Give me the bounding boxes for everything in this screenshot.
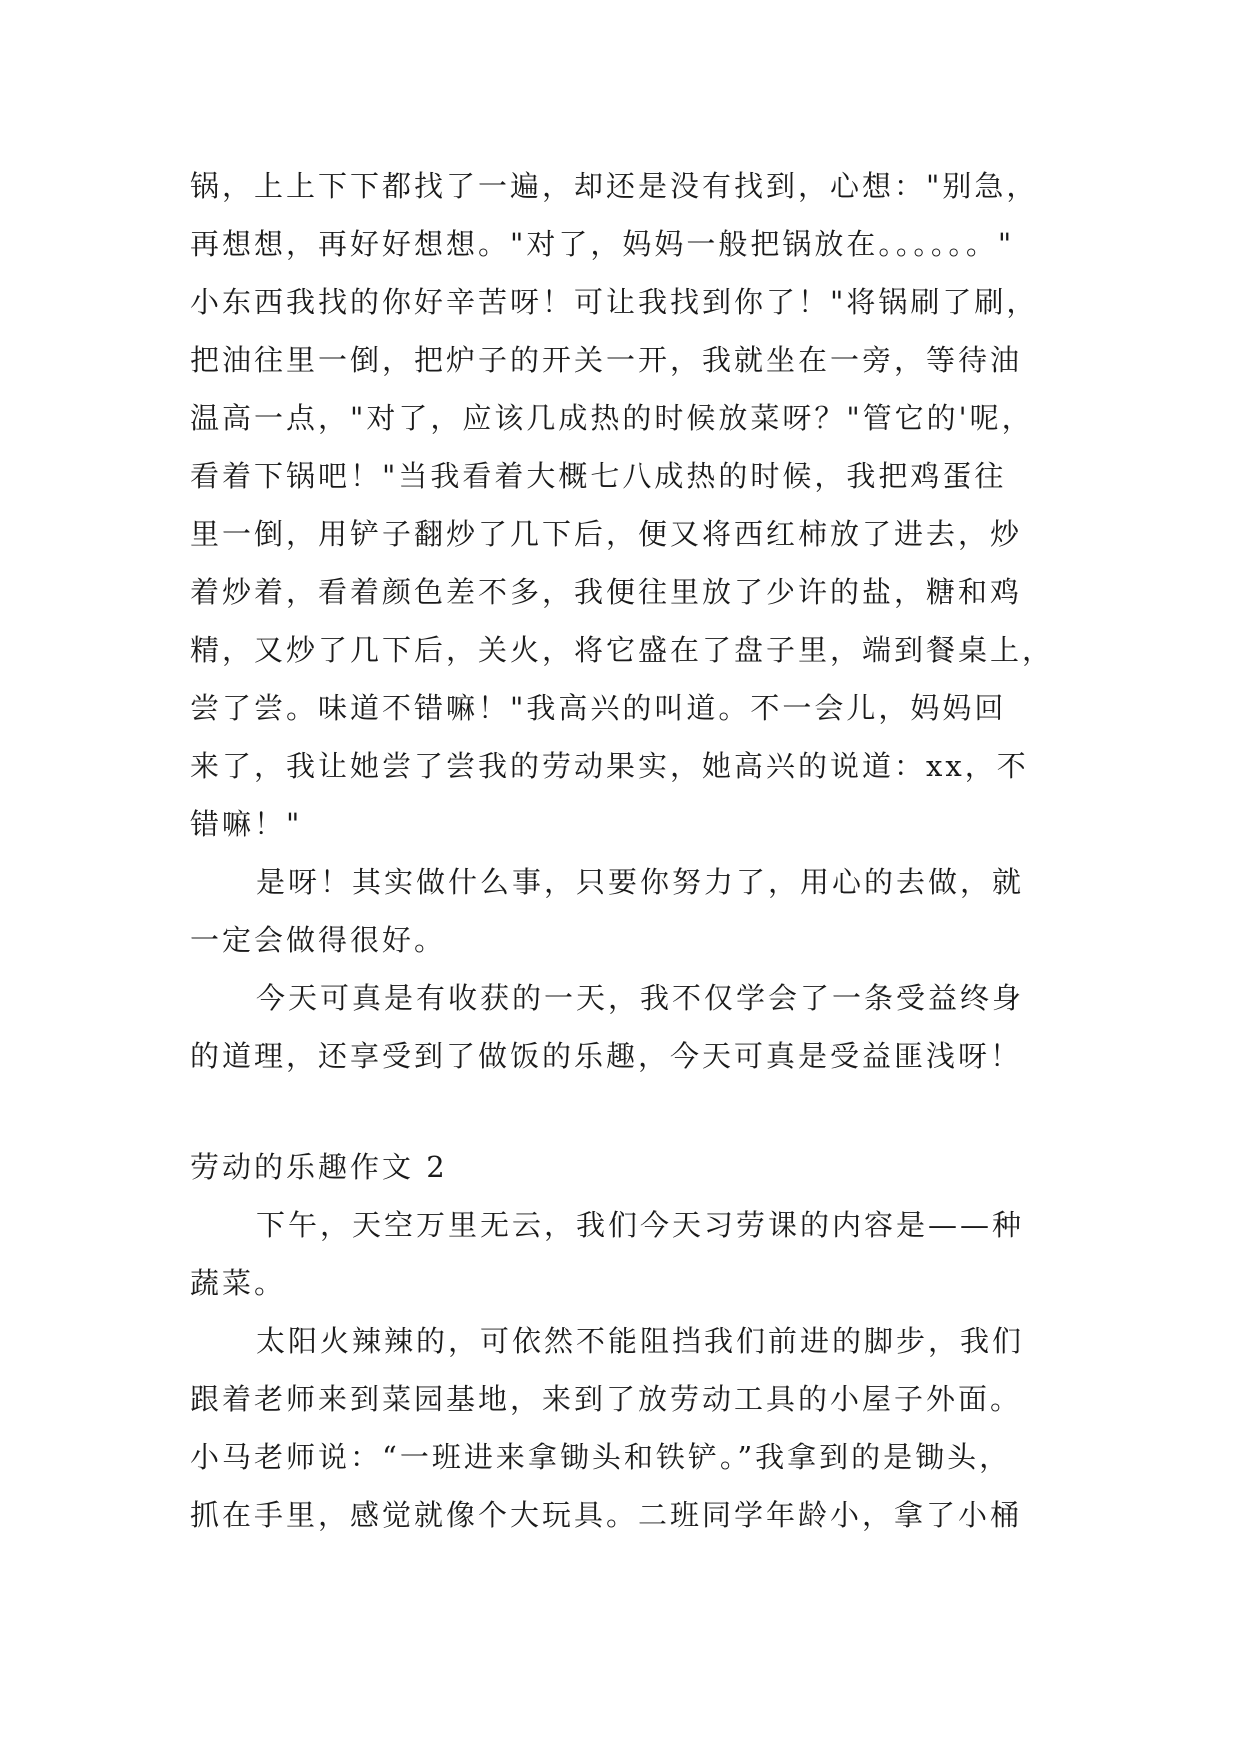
paragraph-line: 尝了尝。味道不错嘛！"我高兴的叫道。不一会儿，妈妈回 [190,691,1007,725]
paragraph-line: 着炒着，看着颜色差不多，我便往里放了少许的盐，糖和鸡 [190,575,1023,609]
paragraph-line: 里一倒，用铲子翻炒了几下后，便又将西红柿放了进去，炒 [190,517,1023,551]
paragraph-line: 再想想，再好好想想。"对了，妈妈一般把锅放在。。。。。。" [190,227,1015,261]
paragraph-line: 太阳火辣辣的，可依然不能阻挡我们前进的脚步，我们 [256,1324,1025,1358]
paragraph-line: 抓在手里，感觉就像个大玩具。二班同学年龄小，拿了小桶 [190,1498,1023,1532]
paragraph-line: 精，又炒了几下后，关火，将它盛在了盘子里，端到餐桌上， [190,633,1055,667]
paragraph-line: 蔬菜。 [190,1266,287,1300]
paragraph-line: 温高一点，"对了，应该几成热的时候放菜呀？"管它的'呢， [190,401,1034,435]
section-title: 劳动的乐趣作文 2 [190,1150,448,1184]
paragraph-line: 今天可真是有收获的一天，我不仅学会了一条受益终身 [256,981,1025,1015]
paragraph-line: 是呀！其实做什么事，只要你努力了，用心的去做，就 [256,865,1025,899]
paragraph-line: 的道理，还享受到了做饭的乐趣，今天可真是受益匪浅呀！ [190,1039,1023,1073]
paragraph-line: 一定会做得很好。 [190,923,447,957]
paragraph-line: 看着下锅吧！"当我看着大概七八成热的时候，我把鸡蛋往 [190,459,1007,493]
paragraph-line: 来了，我让她尝了尝我的劳动果实，她高兴的说道：xx，不 [190,749,1029,783]
paragraph-line: 小马老师说：“一班进来拿锄头和铁铲。”我拿到的是锄头， [190,1440,1012,1474]
paragraph-line: 错嘛！" [190,807,303,841]
paragraph-line: 下午，天空万里无云，我们今天习劳课的内容是——种 [256,1208,1025,1242]
paragraph-line: 小东西我找的你好辛苦呀！可让我找到你了！"将锅刷了刷， [190,285,1039,319]
paragraph-line: 把油往里一倒，把炉子的开关一开，我就坐在一旁，等待油 [190,343,1023,377]
paragraph-line: 锅，上上下下都找了一遍，却还是没有找到，心想："别急， [190,169,1039,203]
paragraph-line: 跟着老师来到菜园基地，来到了放劳动工具的小屋子外面。 [190,1382,1023,1416]
